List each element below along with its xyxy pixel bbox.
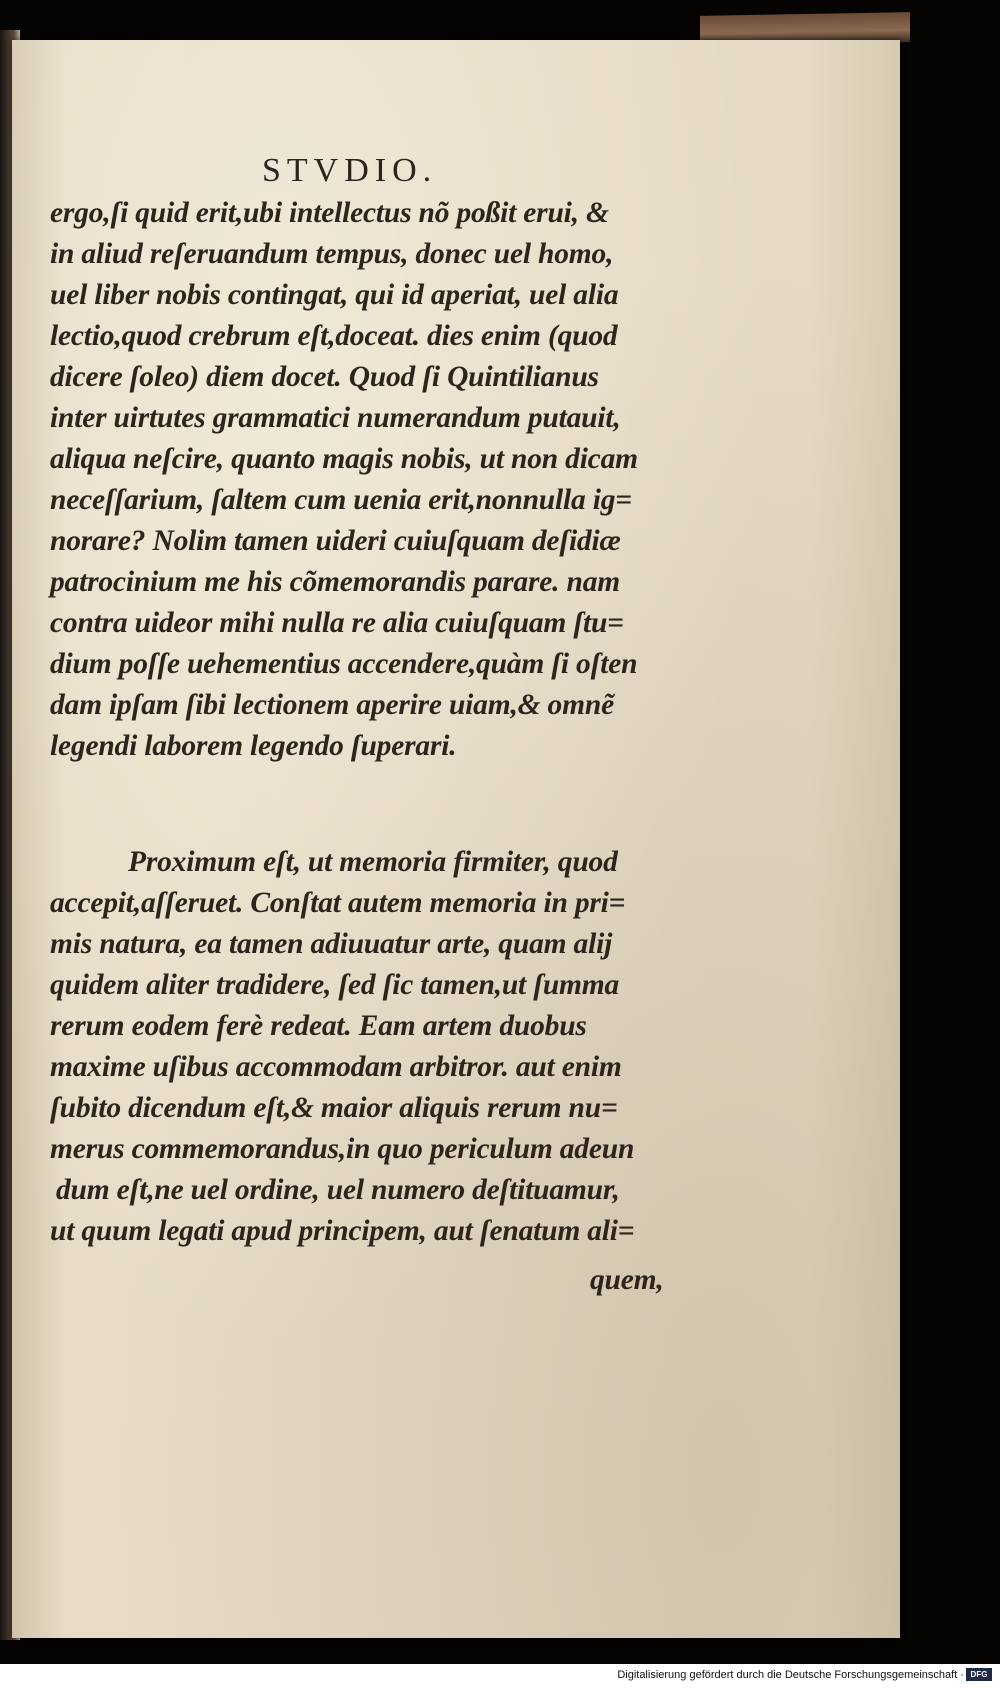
text-line-20: maxime uſibus accommodam arbitror. aut enim	[50, 1051, 622, 1083]
text-line-15: Proximum eſt, ut memoria firmiter, quod	[128, 846, 618, 878]
text-line-19: rerum eodem ferè redeat. Eam artem duobus	[50, 1010, 587, 1042]
text-line-21: ſubito dicendum eſt,& maior aliquis rerum nu=	[50, 1092, 618, 1124]
text-line-1: ergo,ſi quid erit,ubi intellectus nõ poßit erui, &	[50, 197, 609, 229]
text-line-6: inter uirtutes grammatici numerandum putauit,	[50, 402, 621, 434]
text-line-5: dicere ſoleo) diem docet. Quod ſi Quintilianus	[50, 361, 599, 393]
text-line-10: patrocinium me his cõmemorandis parare. nam	[50, 566, 620, 598]
running-header: STVDIO.	[262, 152, 438, 189]
text-line-7: aliqua neſcire, quanto magis nobis, ut non dicam	[50, 443, 638, 475]
text-line-8: neceſſarium, ſaltem cum uenia erit,nonnulla ig=	[50, 484, 632, 516]
text-line-16: accepit,aſſeruet. Conſtat autem memoria in pri=	[50, 887, 626, 919]
text-line-2: in aliud reſeruandum tempus, donec uel homo,	[50, 238, 614, 270]
text-line-12: dium poſſe uehementius accendere,quàm ſi oſten	[50, 648, 638, 680]
digitization-credit: Digitalisierung gefördert durch die Deutsche Forschungsgemeinschaft ·	[617, 1669, 964, 1681]
text-line-11: contra uideor mihi nulla re alia cuiuſquam ſtu=	[50, 607, 624, 639]
text-line-4: lectio,quod crebrum eſt,doceat. dies enim (quod	[50, 320, 618, 352]
text-line-3: uel liber nobis contingat, qui id aperiat, uel alia	[50, 279, 619, 311]
text-line-22: merus commemorandus,in quo periculum adeun	[50, 1133, 635, 1165]
text-line-23: dum eſt,ne uel ordine, uel numero deſtituamur,	[56, 1174, 620, 1206]
text-line-18: quidem aliter tradidere, ſed ſic tamen,ut ſumma	[50, 969, 620, 1001]
dfg-logo: DFG	[966, 1668, 992, 1681]
text-line-17: mis natura, ea tamen adiuuatur arte, quam alij	[50, 928, 613, 960]
text-line-9: norare? Nolim tamen uideri cuiuſquam deſidiæ	[50, 525, 621, 557]
text-line-13: dam ipſam ſibi lectionem aperire uiam,& omnẽ	[50, 689, 614, 721]
text-line-24: ut quum legati apud principem, aut ſenatum ali=	[50, 1215, 635, 1247]
catchword: quem,	[590, 1264, 664, 1296]
text-line-14: legendi laborem legendo ſuperari.	[50, 730, 457, 762]
